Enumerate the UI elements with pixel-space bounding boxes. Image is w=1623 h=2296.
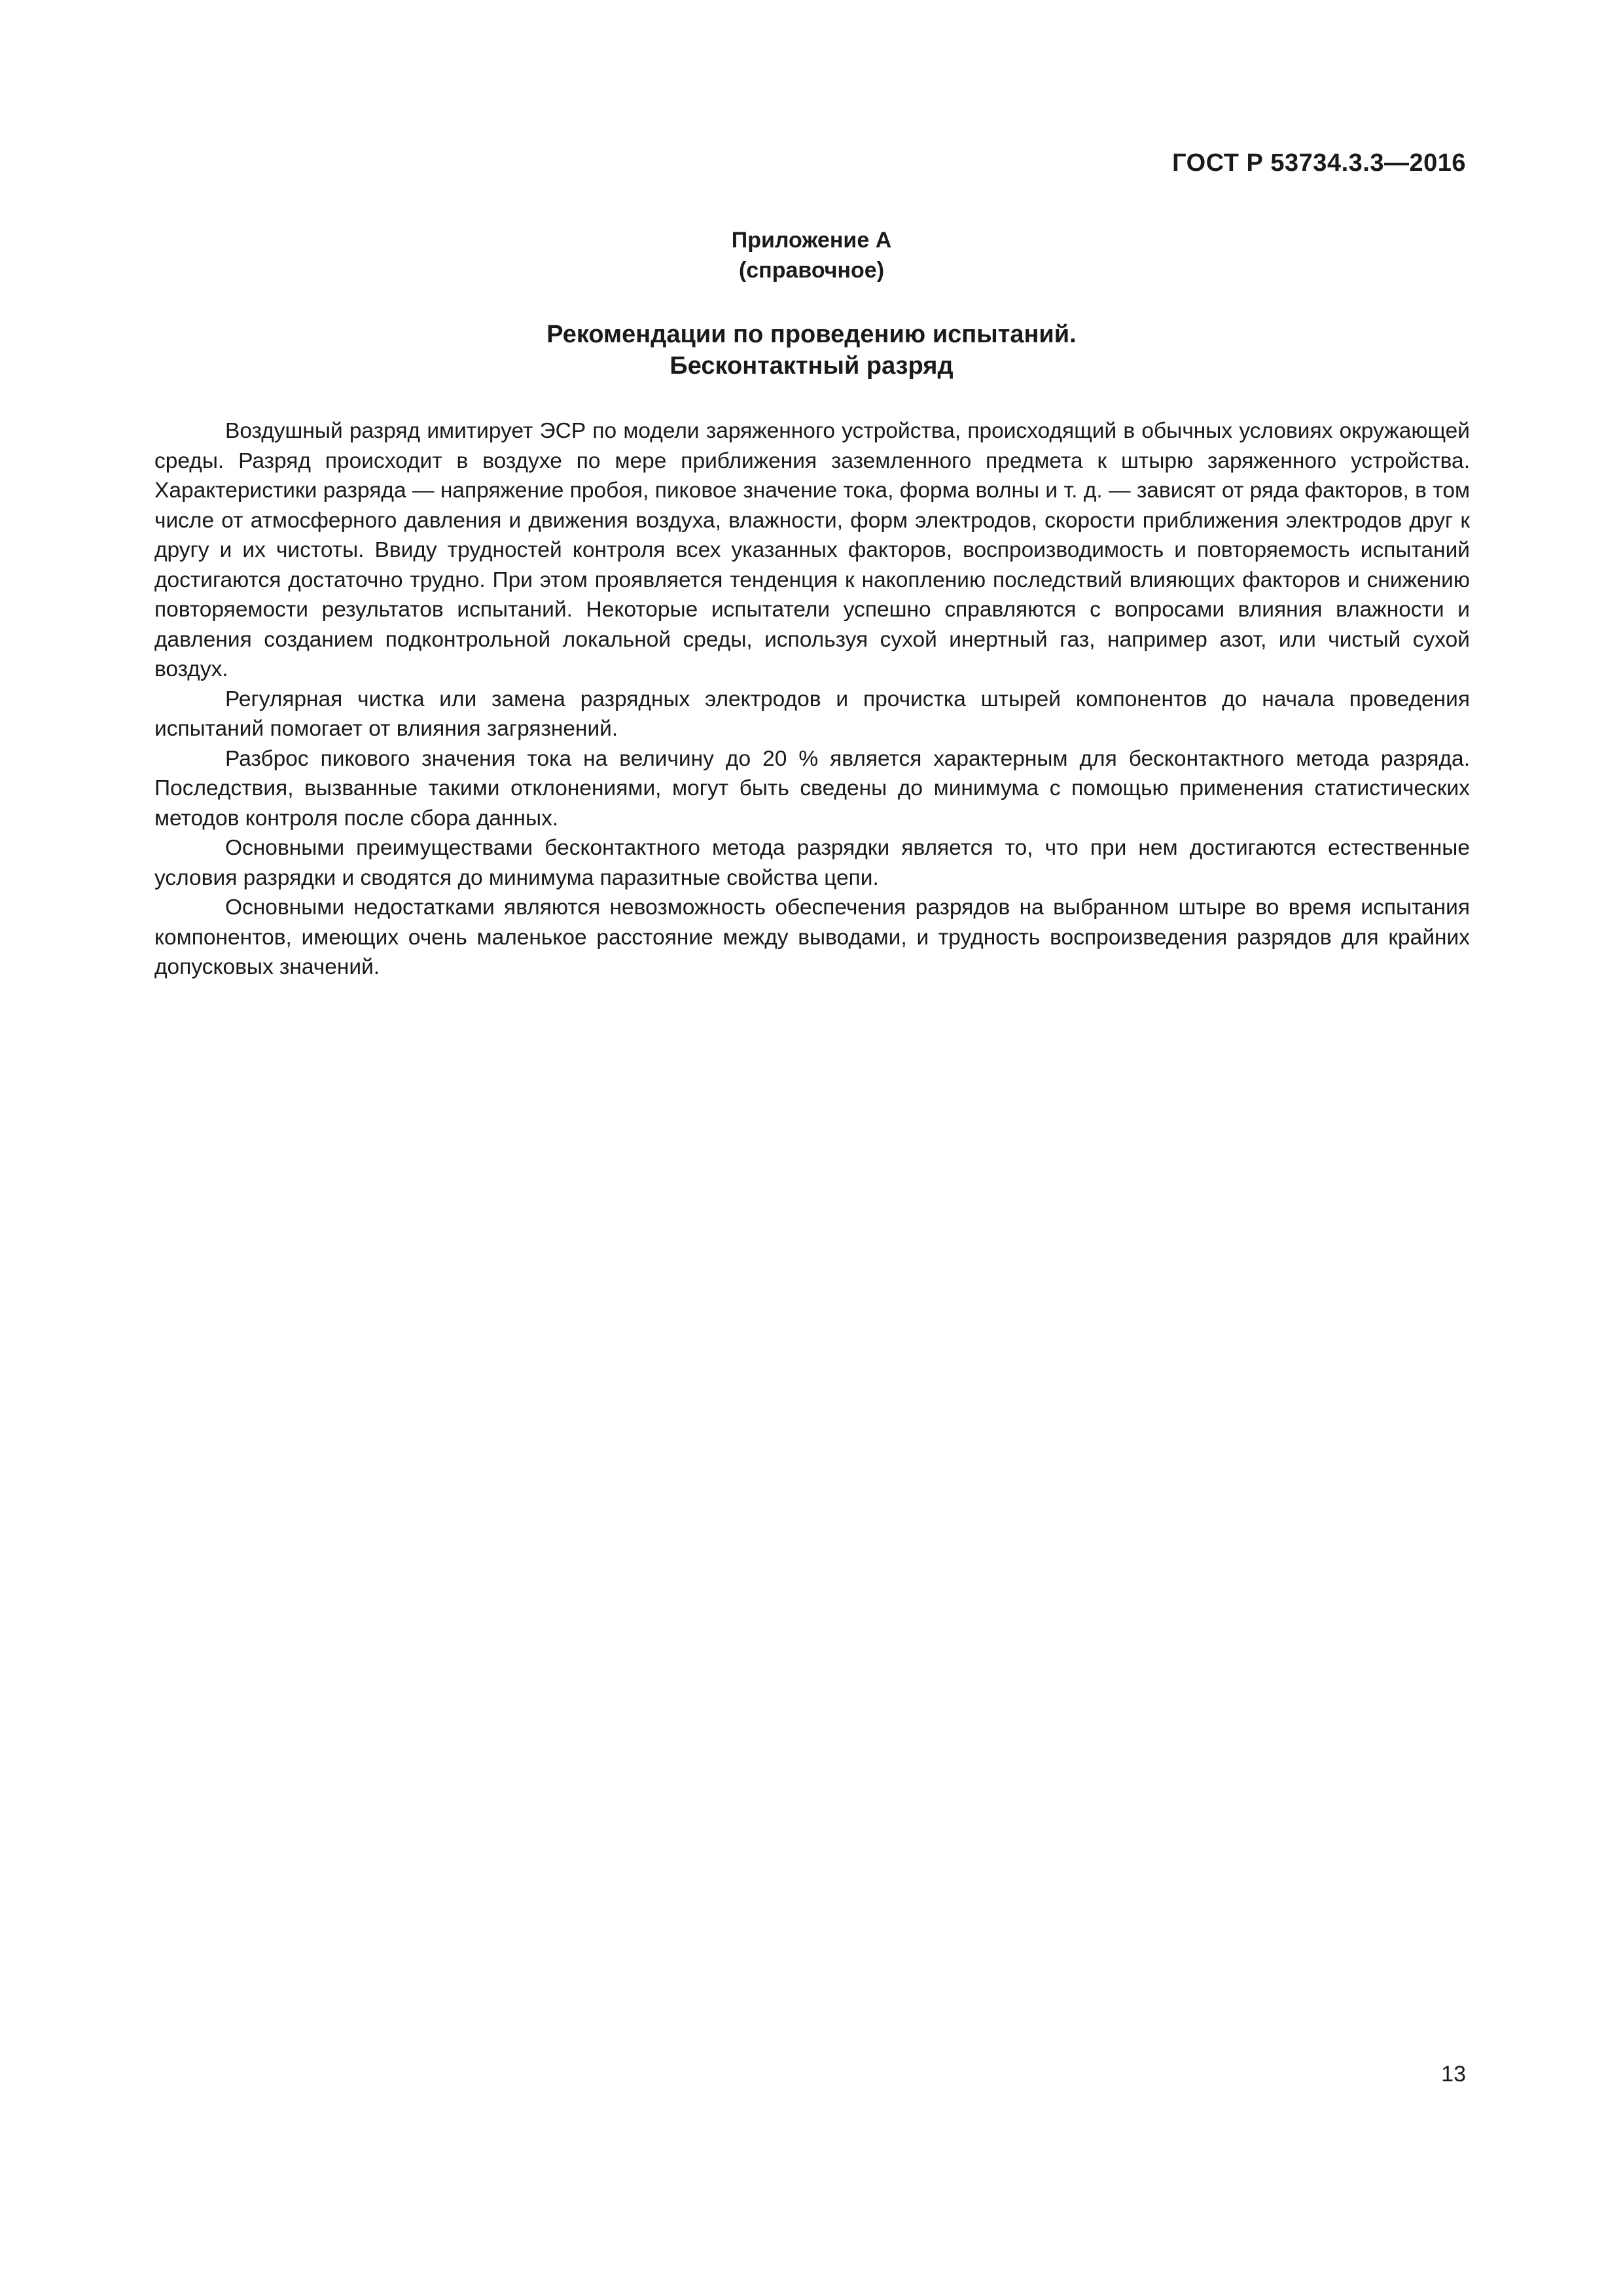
document-code: ГОСТ Р 53734.3.3—2016 bbox=[1172, 149, 1466, 177]
appendix-title: Приложение А bbox=[731, 228, 892, 253]
paragraph: Регулярная чистка или замена разрядных электродов и прочистка штырей компонентов до начала проведения испытаний помогает от влияния загрязнений. bbox=[154, 687, 1470, 741]
appendix-type: (справочное) bbox=[738, 258, 885, 283]
section-heading-line-2: Бесконтактный разряд bbox=[669, 352, 954, 380]
section-heading-line-1: Рекомендации по проведению испытаний. bbox=[546, 321, 1077, 348]
paragraph: Основными недостатками являются невозможность обеспечения разрядов на выбранном штыре во время испытания компонентов, имеющих очень маленькое расстояние между выводами, и трудность воспроизведения разрядов для крайних допусковых значений. bbox=[154, 895, 1470, 979]
paragraph: Разброс пикового значения тока на величину до 20 % является характерным для бесконтактного метода разряда. Последствия, вызванные такими отклонениями, могут быть сведены до минимума с помощью применения статистических методов контроля после сбора данных. bbox=[154, 746, 1470, 831]
paragraph: Воздушный разряд имитирует ЭСР по модели заряженного устройства, происходящий в обычных условиях окружающей среды. Разряд происходит в воздухе по мере приближения заземленного предмета к штырю заряженного устройства. Характеристики разряда — напряжение пробоя, пиковое значение тока, форма волны и т. д. — зависят от ряда факторов, в том числе от атмосферного давления и движения воздуха, влажности, форм электродов, скорости приближения электродов друг к другу и их чистоты. Ввиду трудностей контроля всех указанных факторов, воспроизводимость и повторяемость испытаний достигаются достаточно трудно. При этом проявляется тенденция к накоплению последствий влияющих факторов и снижению повторяемости результатов испытаний. Некоторые испытатели успешно справляются с вопросами влияния влажности и давления созданием подконтрольной локальной среды, используя сухой инертный газ, например азот, или чистый сухой воздух. bbox=[154, 419, 1470, 681]
body-text bbox=[154, 416, 1470, 982]
page-number: 13 bbox=[1441, 2062, 1466, 2087]
paragraph: Основными преимуществами бесконтактного метода разрядки является то, что при нем достигаются естественные условия разрядки и сводятся до минимума паразитные свойства цепи. bbox=[154, 836, 1470, 890]
